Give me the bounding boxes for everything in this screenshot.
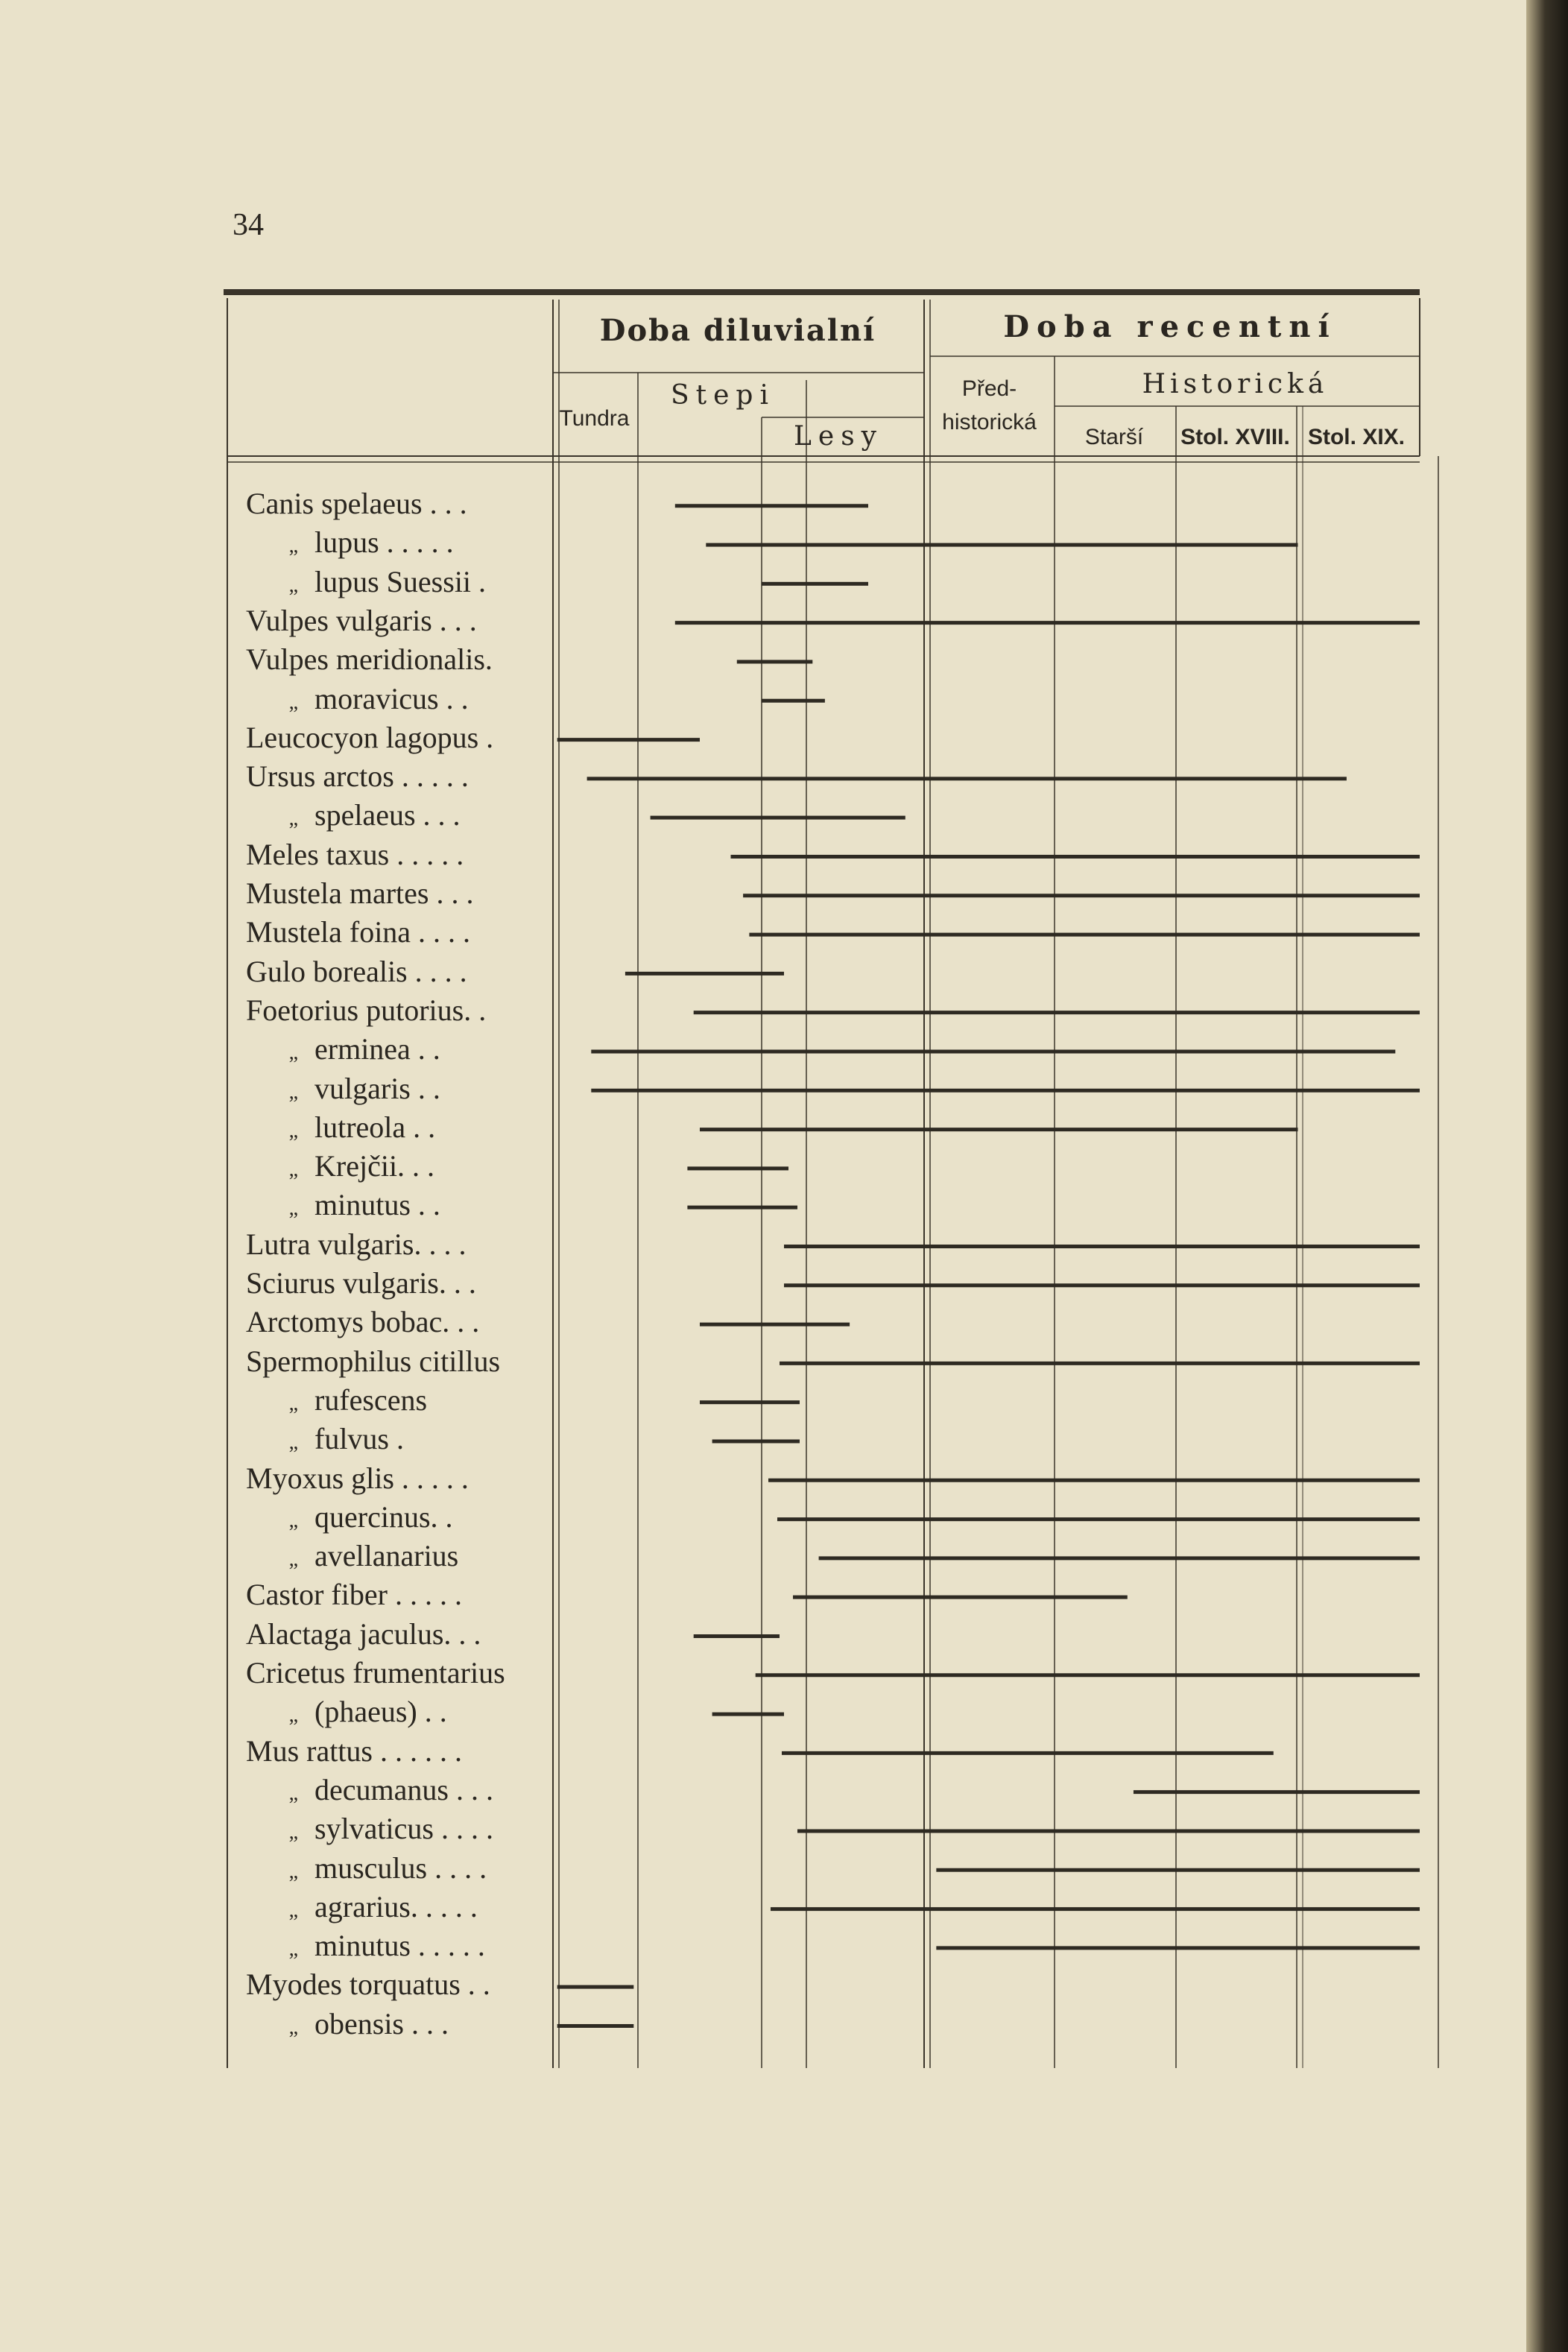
header-lesy: Lesy [793,421,884,452]
species-row [246,1108,559,1147]
species-row [246,1342,559,1381]
species-row [246,1459,559,1498]
species-row [246,1771,559,1809]
species-name: Mus rattus . . . . . . [246,1733,462,1768]
ditto-mark: „ [288,573,298,597]
species-name: vulgaris . . [314,1071,440,1105]
header-historicka: Historická [1142,369,1329,399]
species-row [246,1264,559,1303]
species-row [246,1186,559,1224]
species-name: spelaeus . . . [314,798,461,832]
ditto-mark: „ [288,534,298,558]
species-row [246,2005,559,2043]
species-name: lutreola . . [314,1110,436,1144]
species-name: Alactaga jaculus. . . [246,1616,481,1651]
species-row [246,1030,559,1069]
species-name: Krejčii. . . [314,1149,435,1183]
ditto-mark: „ [288,690,298,714]
species-name: rufescens [314,1382,428,1417]
species-row [246,1615,559,1654]
species-row [246,1849,559,1888]
ditto-mark: „ [288,1431,298,1455]
ditto-mark: „ [288,1548,298,1572]
species-name: quercinus. . [314,1499,453,1534]
species-row [246,1537,559,1575]
species-name: Arctomys bobac. . . [246,1305,480,1339]
ditto-mark: „ [288,1391,298,1415]
ditto-mark: „ [288,1158,298,1182]
species-name: Canis spelaeus . . . [246,487,467,520]
species-name: (phaeus) . . [314,1695,447,1729]
species-row [246,680,559,718]
species-name: Castor fiber . . . . . [246,1578,462,1612]
header-stol-xviii: Stol. XVIII. [1180,425,1290,449]
species-name: erminea . . [314,1032,440,1066]
species-name: Leucocyon lagopus . [246,720,494,754]
ditto-mark: „ [288,1119,298,1142]
species-row [246,991,559,1030]
species-row [246,1420,559,1458]
species-name: Myodes torquatus . . [246,1967,490,2002]
header-tundra: Tundra [559,406,630,431]
species-row [246,1965,559,2004]
species-row [246,1809,559,1848]
species-name: moravicus . . [314,681,469,715]
species-row [246,1926,559,1965]
species-name: agrarius. . . . . [314,1889,478,1923]
species-row [246,1654,559,1692]
header-doba-recentni: Doba recentní [1003,309,1337,344]
species-name: lupus Suessii . [314,564,487,598]
ditto-mark: „ [288,1821,298,1844]
species-row [246,1692,559,1731]
species-name: fulvus . [314,1422,404,1456]
species-row [246,601,559,640]
ditto-mark: „ [288,1898,298,1922]
ditto-mark: „ [288,2015,298,2039]
species-row [246,718,559,757]
species-row [246,1381,559,1420]
species-row [246,1225,559,1264]
ditto-mark: „ [288,1197,298,1221]
species-name: Sciurus vulgaris. . . [246,1266,476,1300]
species-name: Vulpes meridionalis. [246,642,493,677]
species-name: Gulo borealis . . . . [246,954,467,988]
species-row [246,796,559,835]
species-row [246,874,559,913]
species-name: sylvaticus . . . . [314,1812,493,1846]
species-name: Cricetus frumentarius [246,1656,505,1689]
species-row [246,1498,559,1537]
species-row [246,952,559,991]
species-name: Foetorius putorius. . [246,993,487,1027]
species-name: Lutra vulgaris. . . . [246,1227,467,1261]
species-name: Meles taxus . . . . . [246,837,464,871]
species-row [246,1303,559,1341]
species-row [246,1575,559,1614]
species-name: Myoxus glis . . . . . [246,1461,469,1495]
ditto-mark: „ [288,1781,298,1805]
ditto-mark: „ [288,1938,298,1961]
species-row [246,523,559,562]
species-row [246,1732,559,1771]
ditto-mark: „ [288,1859,298,1883]
species-name: Mustela foina . . . . [246,915,471,949]
species-name: Mustela martes . . . [246,876,474,910]
header-stol-xix: Stol. XIX. [1307,425,1406,449]
species-name: Spermophilus citillus [246,1344,501,1378]
species-row [246,1069,559,1108]
species-name: avellanarius [314,1539,459,1573]
species-row [246,757,559,796]
header-stepi: Stepi [671,380,775,411]
ditto-mark: „ [288,1508,298,1532]
header-doba-diluvialni: Doba diluvialní [599,313,876,348]
header-starsi: Starší [1084,425,1144,449]
species-name: musculus . . . . [314,1850,487,1885]
species-name: lupus . . . . . [314,525,454,560]
species-row [246,484,559,523]
header-historicka-pre: historická [942,410,1037,434]
species-row [246,835,559,874]
species-row [246,640,559,679]
ditto-mark: „ [288,1704,298,1727]
species-name: minutus . . [314,1188,440,1222]
species-name: obensis . . . [314,2006,449,2040]
species-name: Vulpes vulgaris . . . [246,603,477,637]
ditto-mark: „ [288,807,298,831]
species-row [246,1888,559,1926]
species-row [246,1147,559,1186]
ditto-mark: „ [288,1041,298,1065]
book-binding-edge [1526,0,1568,2352]
header-pred: Před- [961,376,1017,401]
species-name: minutus . . . . . [314,1929,485,1963]
species-name: decumanus . . . [314,1772,493,1806]
species-row [246,913,559,952]
species-name: Ursus arctos . . . . . [246,759,469,794]
page-number: 34 [233,208,264,242]
ditto-mark: „ [288,1080,298,1104]
species-row [246,563,559,601]
